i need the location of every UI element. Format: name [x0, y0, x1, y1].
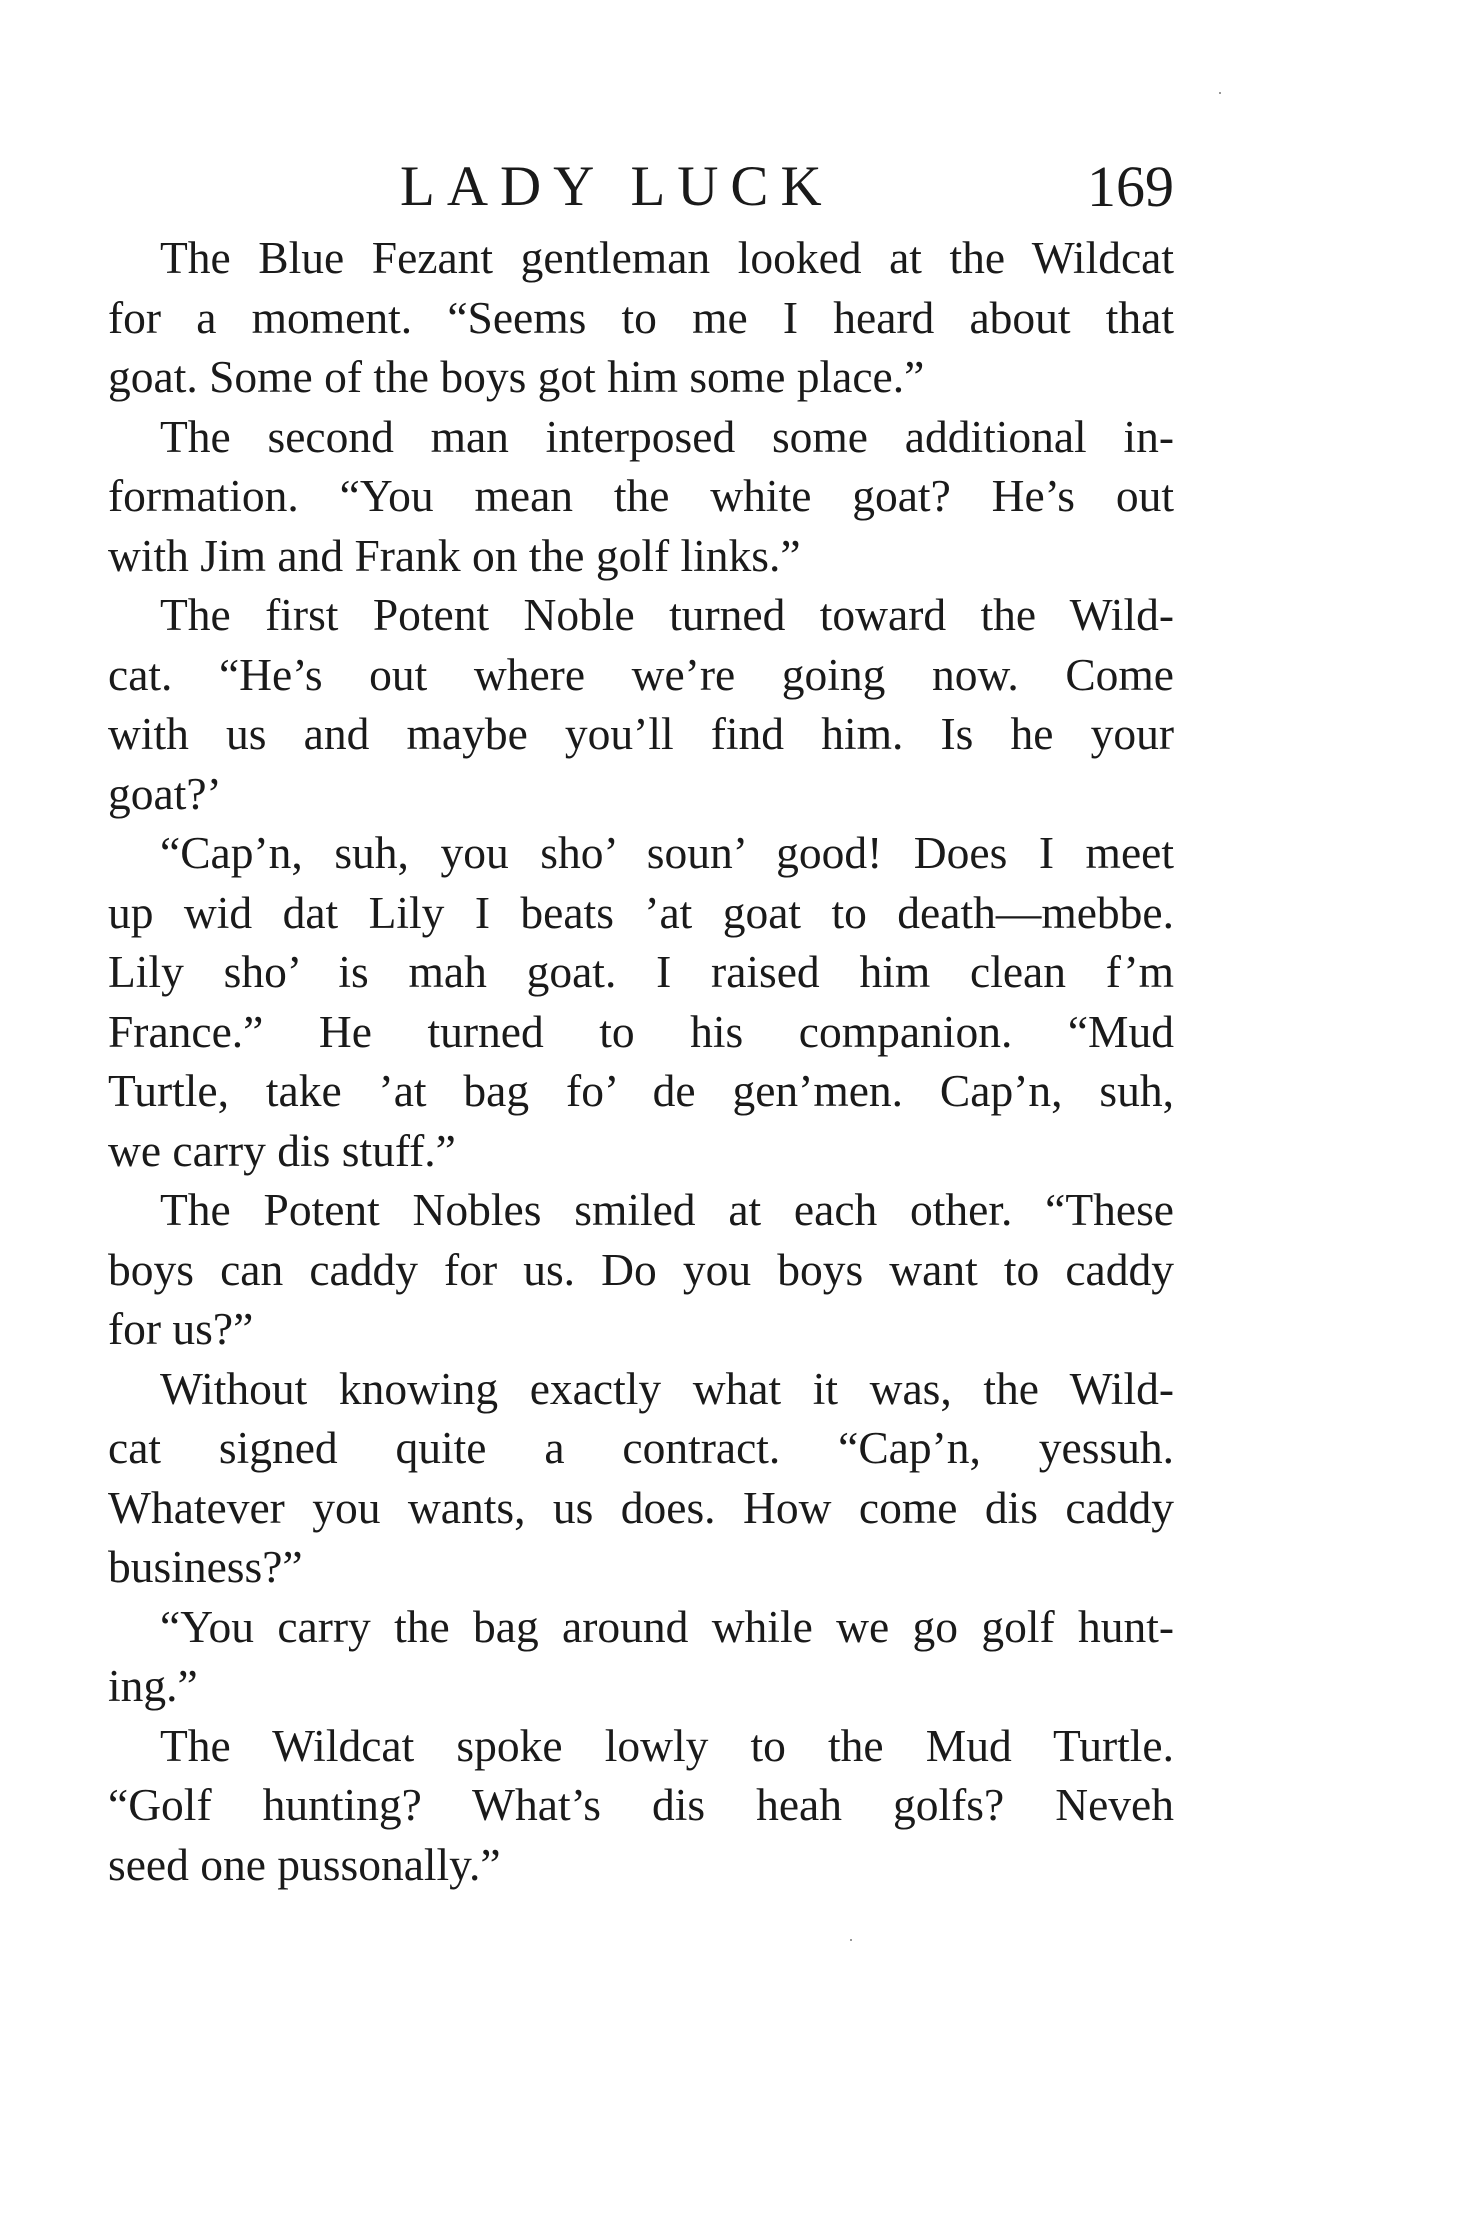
- text-line: cat signed quite a contract. “Cap’n, yessuh.: [108, 1422, 1174, 1473]
- text-line: The Wildcat spoke lowly to the Mud Turtle.: [160, 1719, 1174, 1771]
- text-line: The first Potent Noble turned toward the Wild-: [160, 589, 1174, 640]
- text-line: goat. Some of the boys got him some place.”: [108, 351, 925, 402]
- text-line: “You carry the bag around while we go golf hunt-: [160, 1600, 1174, 1652]
- text-line: we carry dis stuff.”: [108, 1124, 456, 1176]
- text-line: “Golf hunting? What’s dis heah golfs? Neveh: [108, 1779, 1174, 1830]
- running-head: [108, 152, 1174, 222]
- running-title: LADY LUCK: [400, 155, 834, 218]
- text-line: for us?”: [108, 1303, 254, 1354]
- text-line: boys can caddy for us. Do you boys want to caddy: [108, 1243, 1174, 1295]
- text-line: cat. “He’s out where we’re going now. Come: [108, 648, 1174, 700]
- text-line: with us and maybe you’ll find him. Is he your: [108, 708, 1174, 759]
- text-line: Turtle, take ’at bag fo’ de gen’men. Cap’n, suh,: [108, 1065, 1174, 1116]
- text-line: formation. “You mean the white goat? He’s out: [108, 470, 1174, 521]
- text-line: France.” He turned to his companion. “Mud: [108, 1005, 1174, 1057]
- print-speck: [850, 1939, 852, 1941]
- text-line: Without knowing exactly what it was, the Wild-: [160, 1362, 1174, 1414]
- text-line: “Cap’n, suh, you sho’ soun’ good! Does I meet: [160, 827, 1174, 878]
- print-speck: [1219, 92, 1221, 94]
- text-line: The Potent Nobles smiled at each other. “These: [160, 1184, 1174, 1235]
- text-line: Whatever you wants, us does. How come dis caddy: [108, 1481, 1174, 1533]
- text-line: seed one pussonally.”: [108, 1838, 501, 1890]
- text-line: business?”: [108, 1541, 303, 1592]
- body-text: [108, 228, 1174, 1894]
- text-line: up wid dat Lily I beats ’at goat to death—mebbe.: [108, 886, 1174, 938]
- text-line: The Blue Fezant gentleman looked at the Wildcat: [160, 232, 1174, 283]
- text-line: ing.”: [108, 1660, 198, 1711]
- text-line: The second man interposed some additional in-: [160, 410, 1174, 462]
- page-number: 169: [1087, 154, 1174, 219]
- text-line: Lily sho’ is mah goat. I raised him clean f’m: [108, 946, 1174, 997]
- text-line: for a moment. “Seems to me I heard about that: [108, 291, 1174, 343]
- text-line: goat?’: [108, 767, 222, 819]
- text-line: with Jim and Frank on the golf links.”: [108, 529, 801, 581]
